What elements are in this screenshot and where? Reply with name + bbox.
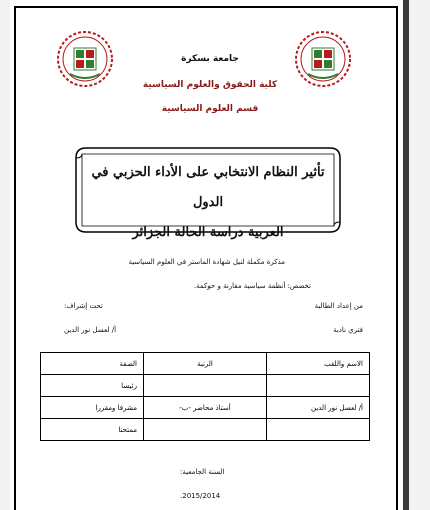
jury-cell-name bbox=[267, 419, 370, 441]
prepared-by-label: من إعداد الطالبة bbox=[314, 302, 363, 310]
thesis-specialization: تخصص: أنظمة سياسية مقارنة و حوكمة. bbox=[193, 282, 311, 290]
jury-header-role: الصفة bbox=[41, 353, 144, 375]
supervisor-name: أ/ لعسل نور الدين bbox=[64, 326, 117, 334]
department-name: قسم العلوم السياسية bbox=[161, 104, 259, 114]
thesis-title bbox=[90, 158, 326, 248]
jury-header-row bbox=[41, 353, 370, 375]
jury-cell-rank: أستاذ محاضر -ب- bbox=[144, 397, 267, 419]
page-shadow bbox=[403, 0, 409, 510]
university-name: جامعة بسكرة bbox=[181, 54, 239, 64]
student-name: فتري نادية bbox=[333, 326, 363, 334]
table-row bbox=[41, 419, 370, 441]
document-page bbox=[10, 0, 403, 510]
jury-header-name: الاسم واللقب bbox=[267, 353, 370, 375]
jury-cell-rank bbox=[144, 419, 267, 441]
academic-year-label: السنة الجامعية: bbox=[180, 468, 225, 476]
faculty-name: كلية الحقوق والعلوم السياسية bbox=[142, 80, 278, 90]
title-frame bbox=[72, 144, 344, 240]
supervision-label: تحت إشراف: bbox=[64, 302, 103, 310]
jury-cell-role: رئيسا bbox=[41, 375, 144, 397]
thesis-title-line2: العربية دراسة الحالة الجزائر bbox=[132, 225, 284, 240]
thesis-title-line1: تأثير النظام الانتخابي على الأداء الحزبي في الدول bbox=[91, 165, 325, 210]
thesis-purpose: مذكرة مكملة لنيل شهادة الماستر في العلوم السياسية bbox=[128, 258, 285, 266]
jury-cell-name: أ/ لعسل نور الدين bbox=[267, 397, 370, 419]
jury-header-rank: الرتبة bbox=[144, 353, 267, 375]
jury-cell-role: مشرفا ومقررا bbox=[41, 397, 144, 419]
jury-table bbox=[40, 352, 370, 441]
academic-year-value: 2015/2014. bbox=[180, 492, 221, 500]
jury-cell-name bbox=[267, 375, 370, 397]
university-logo-left bbox=[56, 30, 114, 88]
table-row bbox=[41, 375, 370, 397]
jury-cell-role: ممتحنا bbox=[41, 419, 144, 441]
table-row bbox=[41, 397, 370, 419]
university-logo-right bbox=[294, 30, 352, 88]
jury-cell-rank bbox=[144, 375, 267, 397]
